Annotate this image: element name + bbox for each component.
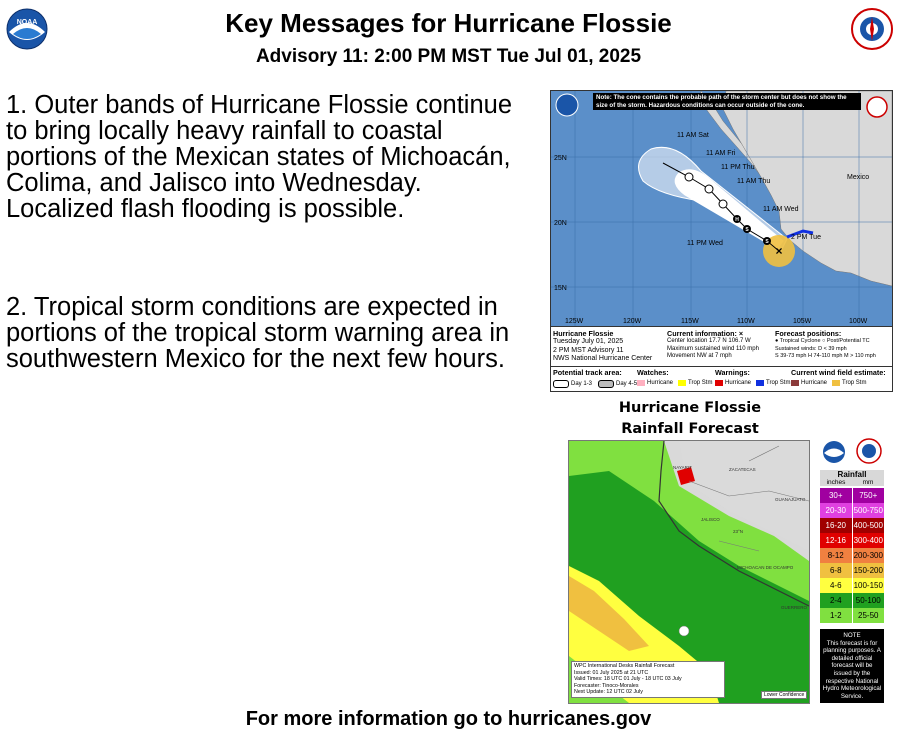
legend-row — [820, 533, 884, 548]
legend-rows — [820, 488, 884, 623]
point-label-11am-sat: 11 AM Sat — [677, 132, 709, 139]
lon-label-100w: 100W — [849, 318, 868, 325]
rain-map-label-23n: 23°N — [733, 529, 744, 534]
cone-forecast-positions — [775, 329, 891, 361]
svg-text:NOAA: NOAA — [16, 19, 38, 26]
legend-warn-hurricane-label: Hurricane — [725, 380, 752, 386]
lat-label-15n: 15N — [554, 285, 567, 292]
legend-wind-hurricane-label: Hurricane — [801, 380, 828, 386]
current-info-line: Center location 17.7 N 106.7 W — [667, 338, 751, 344]
svg-text:×: × — [775, 244, 783, 258]
rainfall-note — [820, 629, 884, 703]
rain-map-label-guanajuato: GUANAJUATO — [775, 497, 806, 502]
legend-row-mm: 200-300 — [852, 548, 885, 564]
current-info-line: Movement NW at 7 mph — [667, 353, 732, 359]
legend-watch-ts-swatch — [678, 380, 686, 386]
point-label-11am-thu: 11 AM Thu — [737, 178, 771, 185]
legend-row-mm: 750+ — [852, 488, 885, 504]
legend-warn-ts-swatch — [756, 380, 764, 386]
rain-noaa-logo — [822, 440, 846, 469]
point-label-11am-fri: 11 AM Fri — [706, 150, 736, 157]
legend-day45-swatch — [598, 380, 614, 388]
legend-row-inches: 8-12 — [820, 548, 852, 564]
rainfall-title — [560, 398, 820, 440]
legend-row — [820, 518, 884, 533]
storm-name: Hurricane Flossie — [553, 329, 614, 338]
legend-warn-ts-label: Trop Stm — [766, 380, 791, 386]
legend-row — [820, 593, 884, 608]
rain-map-label-zacatecas: ZACATECAS — [729, 467, 756, 472]
key-message-2: 2. Tropical storm conditions are expected in portions of the tropical storm warning area in southwestern Mexico for the next few hours. — [6, 293, 510, 373]
marker-s1: S — [765, 239, 769, 245]
legend-wind-ts-swatch — [832, 380, 840, 386]
point-label-11pm-thu: 11 PM Thu — [721, 164, 755, 171]
legend-row-inches: 20-30 — [820, 503, 852, 519]
key-message-1: 1. Outer bands of Hurricane Flossie continue to bring locally heavy rainfall to coastal portions of the Mexican states of Michoacán, Colima, and Jalisco into Wednesday. Localized flash flooding is possible. — [6, 91, 513, 223]
legend-row-inches: 2-4 — [820, 593, 852, 609]
legend-wind-title: Current wind field estimate: — [791, 368, 886, 377]
legend-wind-ts-label: Trop Stm — [842, 380, 867, 386]
forecast-positions-line: Sustained winds: D < 39 mph — [775, 345, 847, 352]
rainfall-legend — [820, 470, 884, 703]
storm-advisory: 2 PM MST Advisory 11 — [553, 346, 624, 354]
rain-map-label-guerrero: GUERRERO — [781, 605, 808, 610]
legend-day45-label: Day 4-5 — [616, 381, 638, 387]
legend-row-inches: 16-20 — [820, 518, 852, 534]
rain-map-label-nayarit: NAYARIT — [673, 465, 692, 470]
point-label-2pm-tue: 2 PM Tue — [791, 234, 821, 241]
rainfall-note-title: NOTE — [843, 632, 861, 639]
rainfall-map — [568, 440, 810, 704]
cone-graphic — [550, 90, 893, 392]
legend-row — [820, 608, 884, 623]
legend-track-title: Potential track area: — [553, 368, 622, 377]
legend-row-inches: 4-6 — [820, 578, 852, 594]
page-title: Key Messages for Hurricane Flossie — [225, 8, 672, 38]
current-info-title: Current information: × — [667, 329, 744, 338]
legend-row-mm: 400-500 — [852, 518, 885, 534]
rainfall-note-text: This forecast is for planning purposes. A detailed official forecast will be issued by the respective National Hydro Meteorological Service. — [822, 639, 882, 700]
legend-wind-hurricane-swatch — [791, 380, 799, 386]
legend-row-mm: 500-750 — [852, 503, 885, 519]
cone-note: Note: The cone contains the probable path of the storm center but does not show the size of the storm. Hazardous conditions can occur outside of the cone. — [593, 93, 861, 110]
legend-row-mm: 300-400 — [852, 533, 885, 549]
legend-row — [820, 488, 884, 503]
legend-row — [820, 503, 884, 518]
legend-row — [820, 563, 884, 578]
lon-label-115w: 115W — [681, 318, 699, 325]
lower-confidence-label: Lower Confidence — [761, 691, 807, 699]
legend-row-inches: 1-2 — [820, 608, 852, 624]
lon-label-125w: 125W — [565, 318, 584, 325]
legend-day13-label: Day 1-3 — [571, 381, 593, 387]
rainfall-info-box: WPC International Desks Rainfall Forecast Issued: 01 July 2025 at 21 UTC Valid Times: 18 UTC 01 July - 18 UTC 03 July Forecaster: Tinoco-Morales Next Update: 12 UTC 02 July — [571, 661, 725, 698]
lon-label-110w: 110W — [737, 318, 755, 325]
marker-h1: H — [735, 217, 739, 223]
marker-s2: S — [745, 227, 749, 233]
point-label-11pm-wed: 11 PM Wed — [687, 240, 723, 247]
storm-date: Tuesday July 01, 2025 — [553, 338, 624, 345]
cone-map — [551, 91, 892, 326]
point-label-11am-wed: 11 AM Wed — [763, 206, 799, 213]
rain-map-label-jalisco: JALISCO — [701, 517, 720, 522]
forecast-positions-line: ● Tropical Cyclone ○ Post/Potential TC — [775, 338, 870, 344]
lat-label-25n: 25N — [554, 155, 567, 162]
legend-warn-hurricane-swatch — [715, 380, 723, 386]
legend-row-mm: 50-100 — [852, 593, 885, 609]
lon-label-120w: 120W — [623, 318, 642, 325]
current-info-line: Maximum sustained wind 110 mph — [667, 345, 759, 352]
legend-row — [820, 578, 884, 593]
rain-nws-logo — [856, 438, 882, 469]
legend-warnings-title: Warnings: — [715, 368, 750, 377]
legend-row-mm: 25-50 — [852, 608, 885, 624]
page-subtitle: Advisory 11: 2:00 PM MST Tue Jul 01, 2025 — [255, 46, 642, 67]
map-label-mexico: Mexico — [847, 174, 870, 181]
legend-watch-ts-label: Trop Stm — [688, 380, 713, 386]
footer-link[interactable]: For more information go to hurricanes.gov — [245, 708, 652, 730]
lat-label-20n: 20N — [554, 220, 567, 227]
legend-row-inches: 12-16 — [820, 533, 852, 549]
forecast-positions-title: Forecast positions: — [775, 329, 842, 338]
legend-row-inches: 6-8 — [820, 563, 852, 579]
storm-center: NWS National Hurricane Center — [553, 355, 653, 362]
legend-units-in: inches — [826, 479, 846, 486]
legend-watches-title: Watches: — [637, 368, 669, 377]
legend-row-mm: 150-200 — [852, 563, 885, 579]
cone-legend — [551, 366, 892, 392]
rain-map-label-michoacan: MICHOACAN DE OCAMPO — [737, 565, 794, 570]
legend-row-mm: 100-150 — [852, 578, 885, 594]
lon-label-105w: 105W — [793, 318, 812, 325]
rainfall-title-line2: Rainfall Forecast — [621, 421, 759, 437]
legend-title: Rainfall — [820, 470, 884, 479]
legend-watch-hurricane-swatch — [637, 380, 645, 386]
cone-current-info — [667, 329, 775, 361]
legend-units-mm: mm — [862, 479, 874, 486]
rainfall-title-line1: Hurricane Flossie — [618, 400, 762, 416]
legend-row — [820, 548, 884, 563]
legend-day13-swatch — [553, 380, 569, 388]
forecast-positions-line: S 39-73 mph H 74-110 mph M > 110 mph — [775, 353, 876, 359]
cone-info-left — [553, 329, 665, 364]
legend-watch-hurricane-label: Hurricane — [647, 380, 674, 386]
legend-row-inches: 30+ — [820, 488, 852, 504]
